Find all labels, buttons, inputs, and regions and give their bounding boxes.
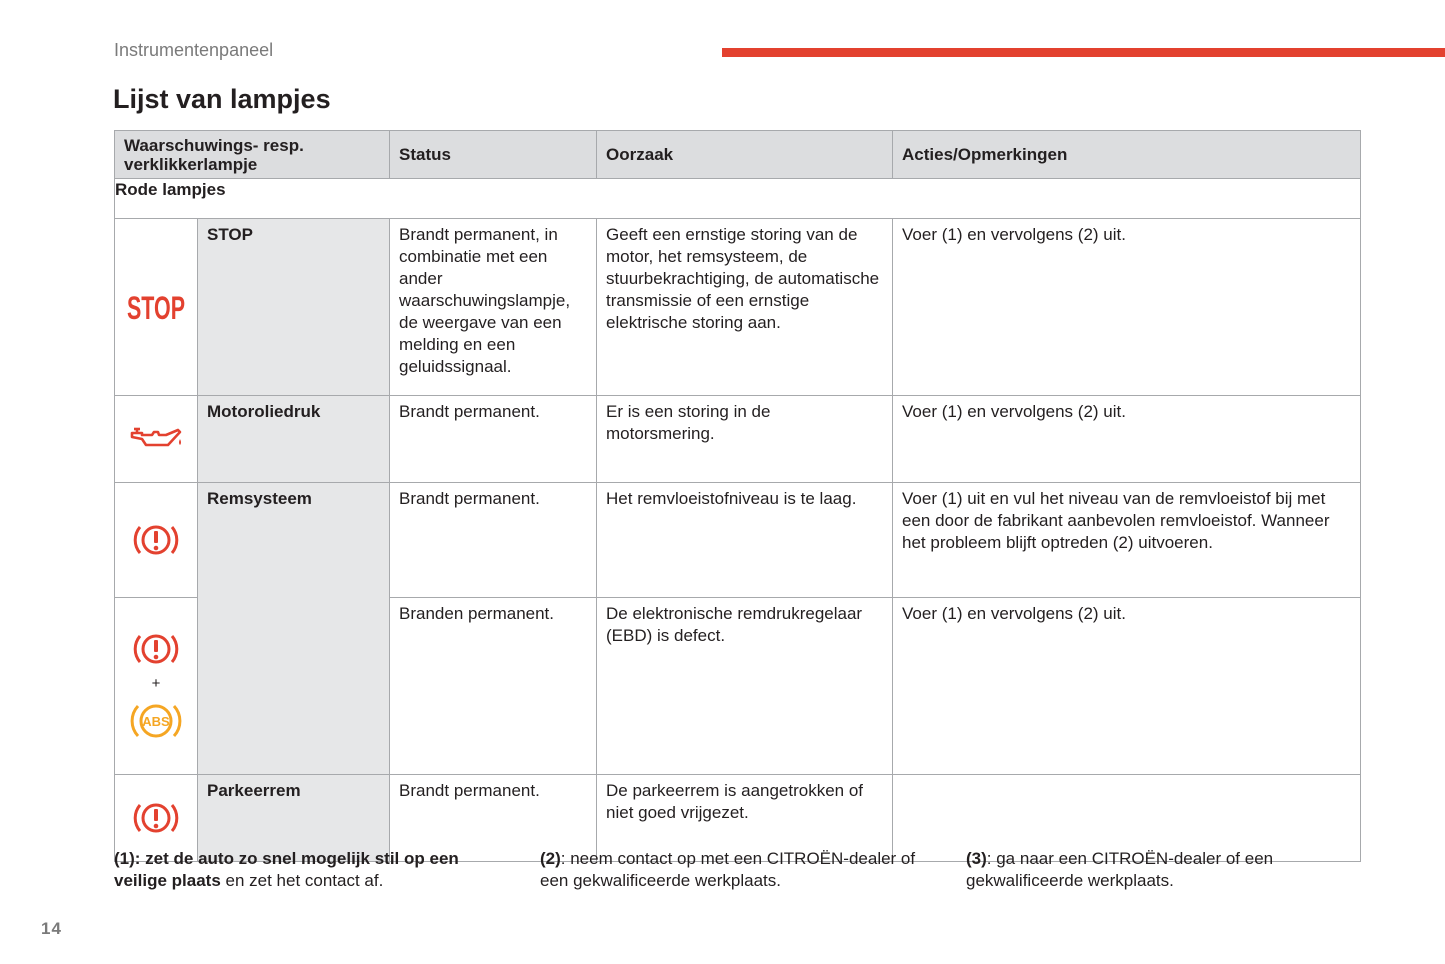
footnote-1-ref: (1) [114, 849, 135, 868]
lamp-name: STOP [198, 219, 390, 396]
accent-bar [722, 48, 1445, 57]
stop-icon [124, 290, 188, 324]
action-text: Voer (1) uit en vul het niveau van de remvloeistof bij met een door de fabrikant aanbevolen remvloeistof. Wanneer het probleem blijft optreden (2) uitvoeren. [893, 483, 1361, 598]
footnote-1 [114, 848, 514, 892]
footnote-3 [966, 848, 1346, 892]
cause-text: De elektronische remdrukregelaar (EBD) is defect. [597, 598, 893, 775]
column-header-lamp: Waarschuwings- resp. verklikkerlampje [115, 131, 390, 179]
brake-warning-icon [131, 798, 181, 838]
cause-text: Het remvloeistofniveau is te laag. [597, 483, 893, 598]
table-header-row [115, 131, 1361, 179]
group-title: Rode lampjes [115, 179, 1361, 219]
cause-text: Er is een storing in de motorsmering. [597, 396, 893, 483]
status-text: Brandt permanent, in combinatie met een ander waarschuwingslampje, de weergave van een melding en een geluidssignaal. [390, 219, 597, 396]
page-number: 14 [41, 919, 62, 938]
footnote-2 [540, 848, 940, 892]
footnote-1-text: en zet het contact af. [220, 871, 384, 890]
cause-text: Geeft een ernstige storing van de motor, het remsysteem, de stuurbekrachtiging, de automatische transmissie of een ernstige elektrische storing aan. [597, 219, 893, 396]
footnote-3-ref: (3) [966, 849, 987, 868]
column-header-actions: Acties/Opmerkingen [893, 131, 1361, 179]
lamp-name: Parkeerrem [198, 775, 390, 862]
action-text: Voer (1) en vervolgens (2) uit. [893, 598, 1361, 775]
plus-sign: + [151, 675, 161, 692]
abs-icon [129, 699, 183, 743]
action-text: Voer (1) en vervolgens (2) uit. [893, 219, 1361, 396]
abs-icon-text: ABS [142, 714, 170, 729]
brake-warning-icon [131, 520, 181, 560]
action-text: Voer (1) en vervolgens (2) uit. [893, 396, 1361, 483]
brake-warning-icon [131, 629, 181, 669]
status-text: Brandt permanent. [390, 396, 597, 483]
footnote-2-ref: (2) [540, 849, 561, 868]
warning-lamps-table [114, 130, 1361, 862]
oil-can-icon [128, 425, 184, 453]
table-row [115, 483, 1361, 598]
status-text: Brandt permanent. [390, 775, 597, 862]
lamp-icon-cell [115, 396, 198, 483]
footnote-1-bold: : zet de auto zo snel mogelijk stil op een veilige plaats [114, 849, 459, 890]
lamp-icon-cell [115, 219, 198, 396]
lamp-icon-cell [115, 598, 198, 775]
column-header-status: Status [390, 131, 597, 179]
group-row [115, 179, 1361, 219]
footnote-2-text: : neem contact op met een CITROËN-dealer of een gekwalificeerde werkplaats. [540, 849, 916, 890]
table-row [115, 396, 1361, 483]
status-text: Branden permanent. [390, 598, 597, 775]
footnote-3-text: : ga naar een CITROËN-dealer of een gekwalificeerde werkplaats. [966, 849, 1274, 890]
page-title: Lijst van lampjes [113, 84, 331, 114]
lamp-icon-cell [115, 483, 198, 598]
lamp-name: Remsysteem [198, 483, 390, 775]
status-text: Brandt permanent. [390, 483, 597, 598]
lamp-name: Motoroliedruk [198, 396, 390, 483]
svg-text:STOP: STOP [127, 290, 185, 326]
cause-text: De parkeerrem is aangetrokken of niet goed vrijgezet. [597, 775, 893, 862]
column-header-cause: Oorzaak [597, 131, 893, 179]
section-label: Instrumentenpaneel [114, 40, 274, 60]
table-row [115, 219, 1361, 396]
